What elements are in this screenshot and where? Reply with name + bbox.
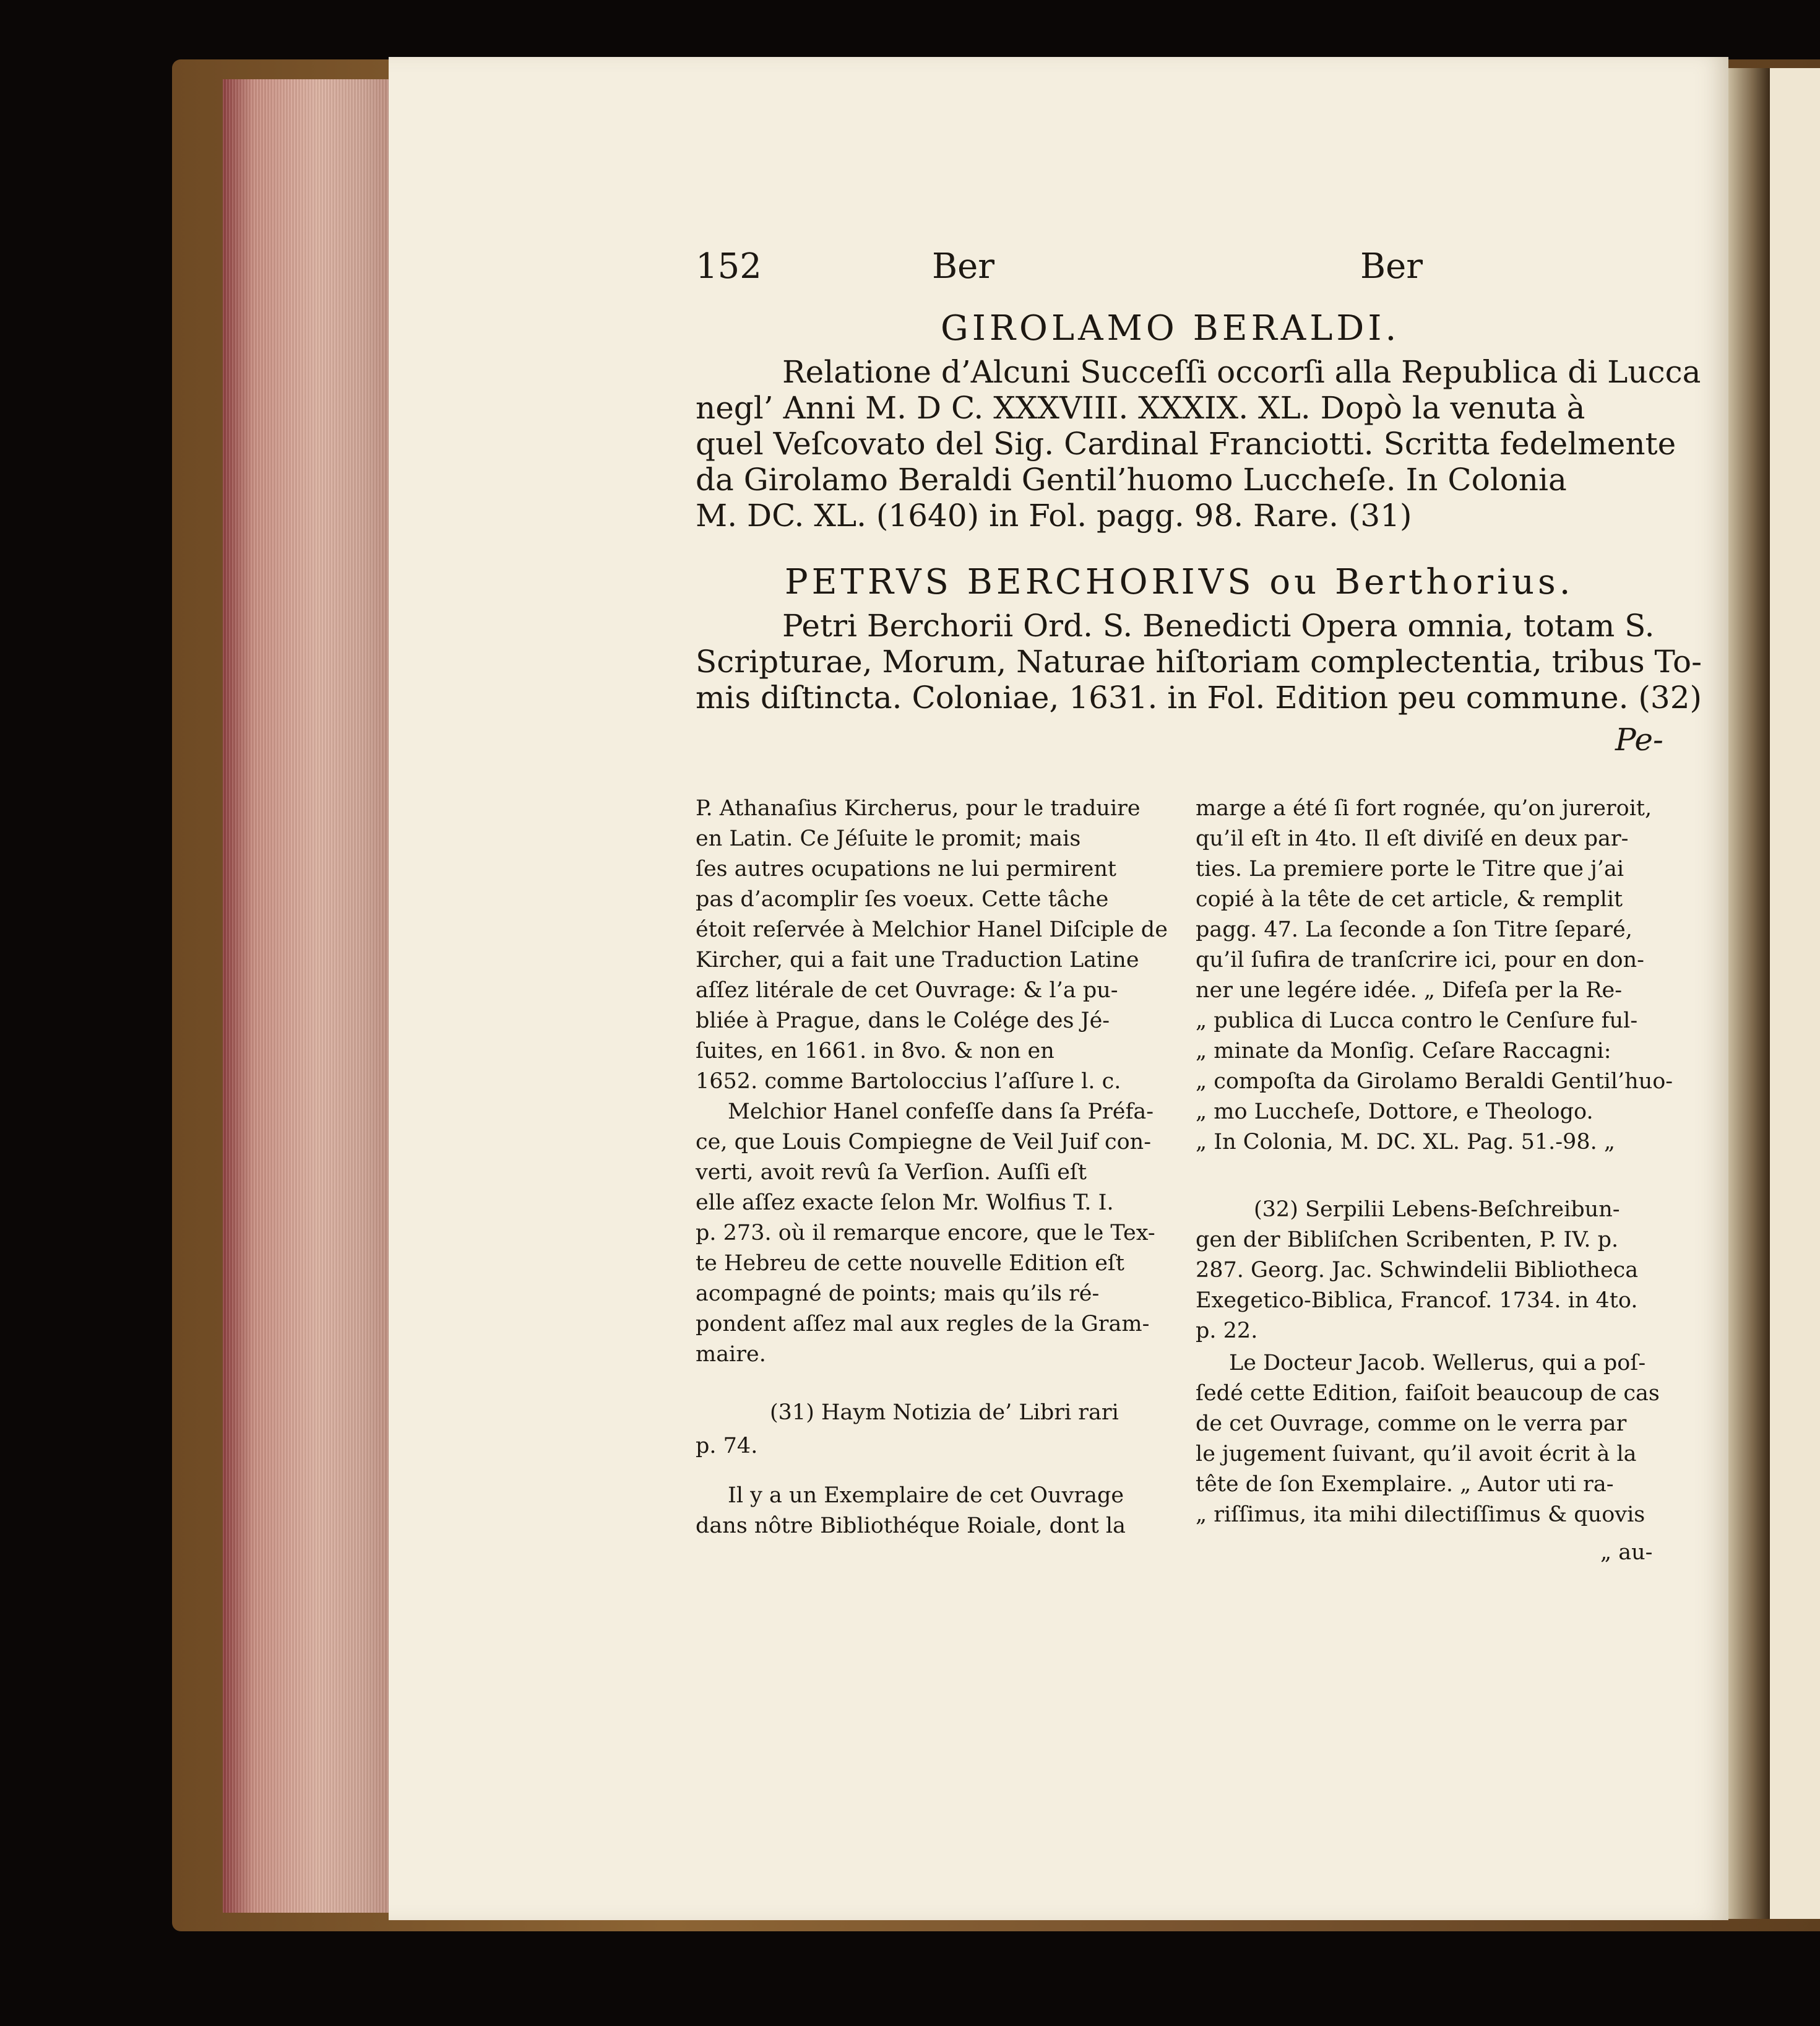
footnote-line: pas d’acomplir ſes voeux. Cette tâche	[696, 887, 1109, 912]
footnote-line: P. Athanaſius Kircherus, pour le traduire	[696, 796, 1141, 821]
footnote-line: qu’il eſt in 4to. Il eſt diviſé en deux par-	[1196, 826, 1629, 851]
footnote-line: qu’il ſufira de tranſcrire ici, pour en don-	[1196, 948, 1644, 972]
footnote-line: le jugement ſuivant, qu’il avoit écrit à la	[1196, 1442, 1637, 1466]
entry-heading-beraldi: GIROLAMO BERALDI.	[941, 308, 1400, 348]
footnote-32: (32) Serpilii Lebens-Beſchreibun-	[1254, 1197, 1620, 1222]
entry-line: Scripturae, Morum, Naturae hiſtoriam complectentia, tribus To-	[696, 644, 1702, 680]
footnote-line: marge a été ſi fort rognée, qu’on jureroit,	[1196, 796, 1652, 821]
footnote-line: „ publica di Lucca contro le Cenſure ful-	[1196, 1008, 1638, 1033]
entry-line: negl’ Anni M. D C. XXXVIII. XXXIX. XL. Dopò la venuta à	[696, 390, 1585, 426]
footnote-line: dans nôtre Bibliothéque Roiale, dont la	[696, 1513, 1126, 1538]
page-edges	[223, 79, 396, 1913]
entry-line: Petri Berchorii Ord. S. Benedicti Opera omnia, totam S.	[782, 608, 1655, 644]
footnote-line: Il y a un Exemplaire de cet Ouvrage	[728, 1483, 1124, 1508]
footnote-line: p. 22.	[1196, 1318, 1258, 1343]
footnote-line: ſedé cette Edition, faiſoit beaucoup de cas	[1196, 1381, 1660, 1406]
entry-line: mis diſtincta. Coloniae, 1631. in Fol. Edition peu commune. (32)	[696, 680, 1702, 716]
footnote-line: „ minate da Monſig. Ceſare Raccagni:	[1196, 1039, 1611, 1063]
catchword-bottom: „ au-	[1600, 1540, 1653, 1565]
page-number: 152	[696, 246, 762, 287]
catchword: Pe-	[1615, 722, 1663, 758]
entry-line: Relatione d’Alcuni Succeſſi occorſi alla Republica di Lucca	[782, 354, 1701, 390]
footnote-line: aſſez litérale de cet Ouvrage: & l’a pu-	[696, 978, 1118, 1003]
gutter	[1727, 68, 1770, 1919]
entry-heading-berchorius: PETRVS BERCHORIVS ou Berthorius.	[785, 562, 1574, 602]
footnote-line: ner une legére idée. „ Difeſa per la Re-	[1196, 978, 1623, 1003]
running-head-right: Ber	[1360, 246, 1423, 287]
footnote-31: (31) Haym Notizia de’ Libri rari	[770, 1400, 1119, 1425]
footnote-line: p. 273. où il remarque encore, que le Tex-	[696, 1221, 1155, 1245]
entry-line: M. DC. XL. (1640) in Fol. pagg. 98. Rare. (31)	[696, 498, 1412, 534]
footnote-line: „ In Colonia, M. DC. XL. Pag. 51.-98. „	[1196, 1130, 1615, 1154]
footnote-line: verti, avoit revû ſa Verſion. Auſſi eſt	[696, 1160, 1087, 1185]
footnote-line: elle aſſez exacte ſelon Mr. Wolfius T. I.	[696, 1190, 1114, 1215]
footnote-line: ce, que Louis Compiegne de Veil Juif con-	[696, 1130, 1152, 1154]
footnote-line: Le Docteur Jacob. Wellerus, qui a poſ-	[1229, 1351, 1646, 1375]
footnote-line: 287. Georg. Jac. Schwindelii Bibliotheca	[1196, 1258, 1639, 1283]
footnote-line: bliée à Prague, dans le Colége des Jé-	[696, 1008, 1110, 1033]
footnote-line: „ riſſimus, ita mihi dilectiſſimus & quovis	[1196, 1502, 1645, 1527]
entry-line: da Girolamo Beraldi Gentil’huomo Luccheſe. In Colonia	[696, 462, 1567, 498]
footnote-line: Exegetico-Biblica, Francof. 1734. in 4to.	[1196, 1288, 1638, 1313]
footnote-line: tête de ſon Exemplaire. „ Autor uti ra-	[1196, 1472, 1614, 1497]
footnote-line: gen der Bibliſchen Scribenten, P. IV. p.	[1196, 1227, 1619, 1252]
footnote-line: ties. La premiere porte le Titre que j’ai	[1196, 857, 1624, 881]
footnote-line: en Latin. Ce Jéſuite le promit; mais	[696, 826, 1081, 851]
footnote-line: „ mo Luccheſe, Dottore, e Theologo.	[1196, 1099, 1594, 1124]
footnote-line: de cet Ouvrage, comme on le verra par	[1196, 1411, 1627, 1436]
footnote-line: ſes autres ocupations ne lui permirent	[696, 857, 1116, 881]
facing-page-edge	[1770, 68, 1820, 1919]
footnote-line: Melchior Hanel confeſſe dans ſa Préfa-	[728, 1099, 1154, 1124]
footnote-line: p. 74.	[696, 1434, 758, 1458]
footnote-line: copié à la tête de cet article, & remplit	[1196, 887, 1623, 912]
footnote-line: te Hebreu de cette nouvelle Edition eſt	[696, 1251, 1124, 1276]
footnote-line: acompagné de points; mais qu’ils ré-	[696, 1281, 1100, 1306]
footnote-line: Kircher, qui a fait une Traduction Latine	[696, 948, 1139, 972]
footnote-line: pagg. 47. La ſeconde a ſon Titre ſeparé,	[1196, 917, 1632, 942]
running-head-left: Ber	[932, 246, 995, 287]
footnote-line: maire.	[696, 1342, 766, 1367]
entry-line: quel Veſcovato del Sig. Cardinal Franciotti. Scritta fedelmente	[696, 426, 1676, 462]
footnote-line: 1652. comme Bartoloccius l’aſſure l. c.	[696, 1069, 1121, 1094]
footnote-line: pondent aſſez mal aux regles de la Gram-	[696, 1312, 1150, 1336]
footnote-line: „ compoſta da Girolamo Beraldi Gentil’huo-	[1196, 1069, 1673, 1094]
footnote-line: étoit reſervée à Melchior Hanel Diſciple de	[696, 917, 1168, 942]
footnote-line: ſuites, en 1661. in 8vo. & non en	[696, 1039, 1054, 1063]
